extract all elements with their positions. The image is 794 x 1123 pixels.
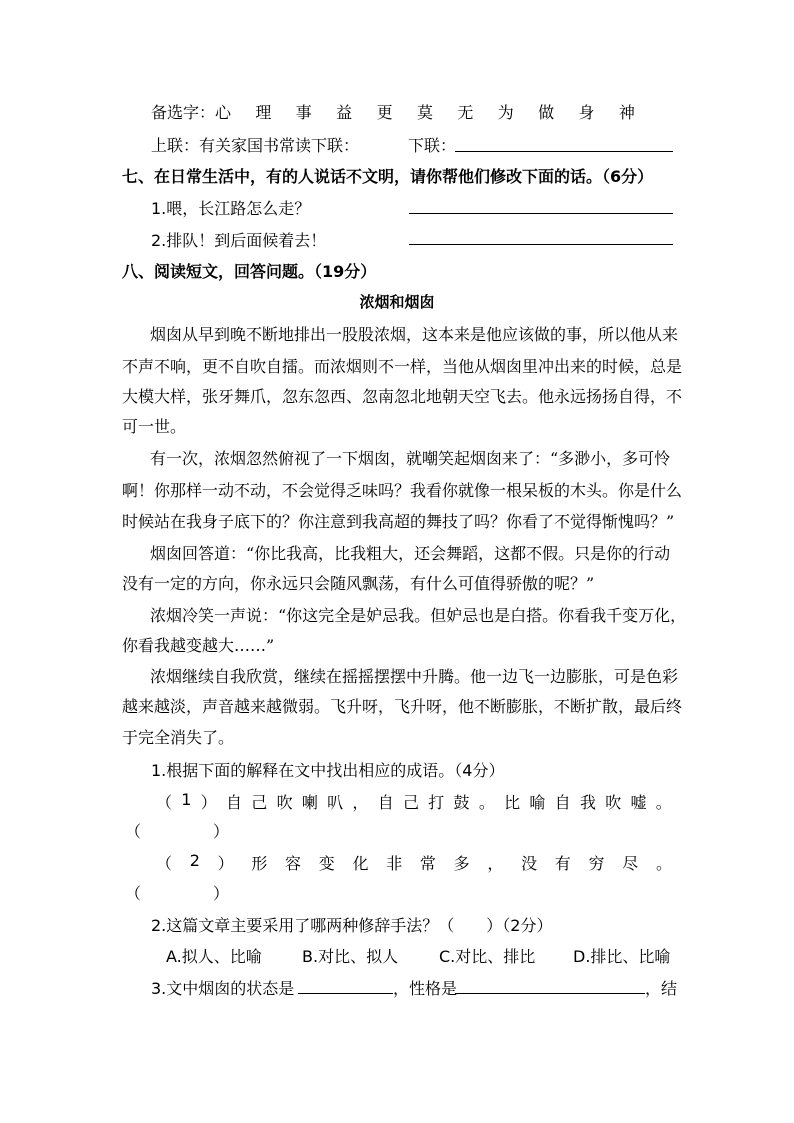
q2-option-c[interactable]: C.对比、排比 [439,947,536,966]
q1-item-2-char: 化 [352,854,369,873]
q3-answer-line-state[interactable] [298,993,393,994]
q1-item-1-char: 己 [251,793,268,812]
q1-stem: 1.根据下面的解释在文中找出相应的成语。（4分） [151,761,505,780]
q1-item-1-char: 自 [377,793,394,812]
story-p5-line1: 浓烟继续自我欣赏，继续在摇摇摆摆中升腾。他一边飞一边膨胀，可是色彩 [150,667,679,686]
q1-item-1-char: 嘘 [630,793,647,812]
q1-blank-2-open: （ [125,884,142,903]
section7-item-1: 1.喂，长江路怎么走？ [151,199,311,218]
q1-item-2-char: 有 [554,854,571,873]
q2-option-a[interactable]: A.拟人、比喻 [166,947,262,966]
q1-item-2-char: 多 [453,854,470,873]
section7-answer-line-1[interactable] [409,213,673,214]
spare-char: 事 [295,103,312,122]
story-p5-line2: 越来越淡，声音越来越微弱。飞升呀，飞升呀，他不断膨胀，不断扩散，最后终 [122,697,683,716]
q1-item-1-char: 。 [655,793,672,812]
q1-answer-blank-2[interactable] [147,881,219,901]
q1-item-1-char: 叭 [327,793,344,812]
story-p3-line2: 没有一定的方向，你永远只会随风飘荡，有什么可值得骄傲的呢？” [122,574,595,593]
spare-char: 莫 [416,103,433,122]
story-p1-line4: 可一世。 [122,417,187,436]
spare-char: 做 [538,103,555,122]
q1-blank-2-close: ） [213,884,230,903]
q1-item-2 [156,851,672,874]
q1-item-2-char: （ [156,854,173,873]
q1-item-2-char: 变 [318,854,335,873]
spare-char: 无 [457,103,474,122]
q1-item-1-char: 打 [428,793,445,812]
couplet-upper: 上联：有关家国书常读下联： [151,136,360,155]
q1-item-2-char: ， [487,854,504,873]
q1-item-1-char: 吹 [605,793,622,812]
q3-stem-a: 3.文中烟囱的状态是 [151,979,295,998]
q1-item-2-char: 2 [189,851,200,870]
q2-option-b[interactable]: B.对比、拟人 [302,947,399,966]
q1-item-1-char: 喻 [529,793,546,812]
q1-item-2-char: 尽 [622,854,639,873]
couplet-answer-line[interactable] [455,151,673,152]
q1-blank-1-close: ） [213,822,230,841]
spare-char: 更 [376,103,393,122]
q2-option-d[interactable]: D.排比、比喻 [573,947,671,966]
story-p2-line3: 时候站在我身子底下的？你注意到我高超的舞技了吗？你看了不觉得惭愧吗？” [122,512,675,531]
q1-item-1-char: 我 [579,793,596,812]
story-p2-line2: 啊！你那样一动不动，不会觉得乏味吗？我看你就像一根呆板的木头。你是什么 [122,481,683,500]
spare-char: 神 [618,103,635,122]
spare-char: 心 [215,103,232,122]
story-p4-line2: 你看我越变越大……” [122,636,275,655]
story-p3-line1: 烟囱回答道：“你比我高，比我粗大，还会舞蹈，这都不假。只是你的行动 [150,544,671,563]
section7-item-2: 2.排队！到后面候着去！ [151,231,327,250]
spare-label: 备选字： [151,103,216,122]
q2-stem: 2.这篇文章主要采用了哪两种修辞手法？（ ）（2分） [151,916,553,935]
q3-answer-line-character[interactable] [455,993,645,994]
q1-item-1-char: 吹 [276,793,293,812]
section7-heading: 七、在日常生活中，有的人说话不文明，请你帮他们修改下面的话。（6分） [122,167,654,186]
q1-item-2-char: 常 [419,854,436,873]
q1-item-1-char: ， [352,793,369,812]
q3-stem-c: ，结 [645,979,678,998]
q1-item-1-char: 自 [554,793,571,812]
story-p1-line2: 不声不响，更不自吹自擂。而浓烟则不一样，当他从烟囱里冲出来的时候，总是 [122,357,683,376]
spare-char: 为 [497,103,514,122]
q1-item-1-char: 己 [402,793,419,812]
q1-item-2-char: ） [217,854,234,873]
q1-item-1-char: ） [200,793,217,812]
q1-item-1-char: 比 [504,793,521,812]
story-p1-line1: 烟囱从早到晚不断地排出一股股浓烟，这本来是他应该做的事，所以他从来 [150,325,679,344]
story-p5-line3: 于完全消失了。 [122,728,235,747]
spare-char: 身 [578,103,595,122]
spare-chars [215,100,635,123]
story-p4-line1: 浓烟冷笑一声说：“你这完全是妒忌我。但妒忌也是白搭。你看我千变万化， [150,606,687,625]
q1-item-2-char: 容 [285,854,302,873]
q1-item-1-char: 喇 [301,793,318,812]
q1-item-2-char: 形 [251,854,268,873]
section7-answer-line-2[interactable] [409,244,673,245]
q1-item-1-char: （ [156,793,173,812]
q1-item-2-char: 穷 [588,854,605,873]
q1-item-1 [156,790,672,813]
story-p1-line3: 大模大样，张牙舞爪，忽东忽西、忽南忽北地朝天空飞去。他永远扬扬自得，不 [122,387,683,406]
q1-item-2-char: 。 [655,854,672,873]
spare-char: 益 [336,103,353,122]
q1-item-1-char: 。 [478,793,495,812]
story-p2-line1: 有一次，浓烟忽然俯视了一下烟囱，就嘲笑起烟囱来了：“多渺小，多可怜 [150,449,671,468]
couplet-lower-label: 下联： [408,136,457,155]
q1-answer-blank-1[interactable] [147,819,219,839]
q1-item-1-char: 鼓 [453,793,470,812]
q1-item-2-char: 没 [521,854,538,873]
q1-blank-1-open: （ [125,822,142,841]
story-title: 浓烟和烟囱 [359,293,435,311]
q1-item-2-char: 非 [386,854,403,873]
q1-item-1-char: 1 [181,790,192,809]
q1-item-1-char: 自 [226,793,243,812]
section8-heading: 八、阅读短文，回答问题。（19分） [122,262,377,281]
q3-stem-b: ，性格是 [393,979,458,998]
spare-char: 理 [255,103,272,122]
